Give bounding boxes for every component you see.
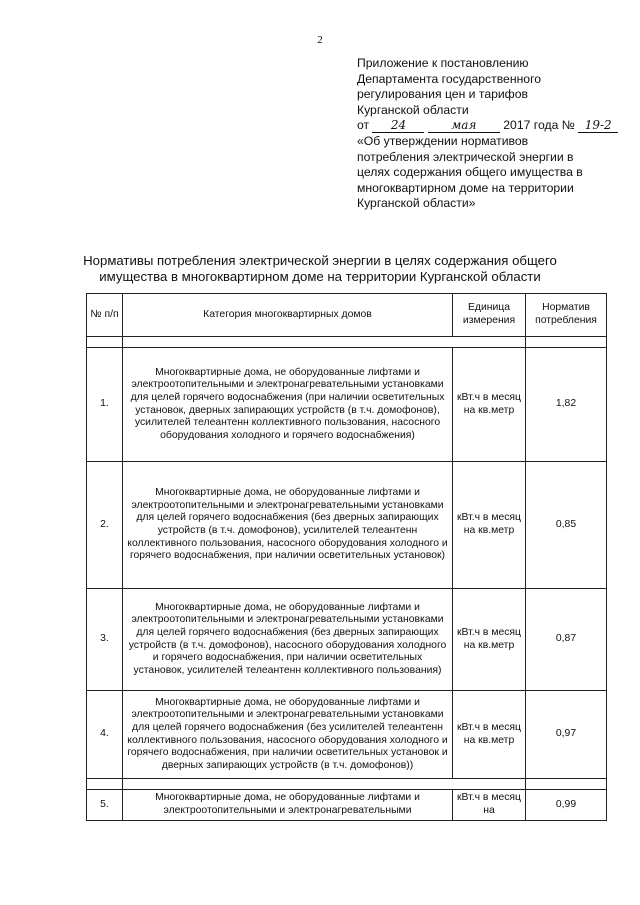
date-year: 2017 года № [503,118,575,133]
table-gap [87,779,607,790]
date-prefix: от [357,118,370,133]
table-row [87,589,607,691]
row-category: Многоквартирные дома, не оборудованные лифтами и электроотопительными и электронагревательными установками для целей горячего водоснабжения (при наличии осветительных установок, дверных запирающих устройств (в т.ч. домофонов), усилителей телеантенн коллективного пользования, насосного оборудования холодного и горячего водоснабжения) [123,348,453,462]
row-number: 2. [87,462,123,589]
row-number: 3. [87,589,123,691]
handwritten-month: мая [428,119,500,133]
appendix-line: Приложение к постановлению [357,56,529,70]
row-category: Многоквартирные дома, не оборудованные лифтами и электроотопительными и электронагревательными установками для целей горячего водоснабжения (без дверных запирающих устройств (в т.ч. домофонов), насосного оборудования холодного и горячего водоснабжения, при наличии осветительных установок, усилителей телеантенн коллективного пользования) [123,589,453,691]
appendix-title-line: «Об утверждении нормативов [357,133,529,148]
appendix-block [357,56,627,212]
header-unit: Единица измерения [453,294,526,337]
row-norm: 0,85 [526,462,607,589]
row-norm: 0,87 [526,589,607,691]
appendix-title-line: Курганской области» [357,196,476,211]
norms-table [86,293,607,821]
table-gap [87,337,607,348]
appendix-title-line: многоквартирном доме на территории [357,180,574,195]
handwritten-day: 24 [372,119,424,133]
appendix-date-line [357,118,627,134]
header-number: № п/п [87,294,123,337]
appendix-title-line: потребления электрической энергии в [357,149,574,164]
header-norm: Норматив потребления [526,294,607,337]
document-title-line: Нормативы потребления электрической энергии в целях содержания общего [83,253,557,268]
row-norm: 1,82 [526,348,607,462]
row-category: Многоквартирные дома, не оборудованные лифтами и электроотопительными и электронагревательными установками для целей горячего водоснабжения (без дверных запирающих устройств (в т.ч. домофонов), усилителей телеантенн коллективного пользования, насосного оборудования холодного и горячего водоснабжения, при наличии осветительных установок) [123,462,453,589]
row-norm: 0,99 [526,790,607,821]
header-category: Категория многоквартирных домов [123,294,453,337]
row-category: Многоквартирные дома, не оборудованные лифтами и электроотопительными и электронагревательными установками для целей горячего водоснабжения (без усилителей телеантенн коллективного пользования, насосного оборудования холодного и горячего водоснабжения, при наличии осветительных установок и дверных запирающих устройств (в т.ч. домофонов)) [123,691,453,779]
row-unit: кВт.ч в месяц на кв.метр [453,589,526,691]
document-title-line: имущества в многоквартирном доме на территории Курганской области [99,269,541,284]
handwritten-number: 19-2 [578,119,618,133]
table-header-row [87,294,607,337]
row-unit: кВт.ч в месяц на кв.метр [453,462,526,589]
appendix-line: регулирования цен и тарифов [357,87,528,102]
table-row [87,462,607,589]
appendix-line: Департамента государственного [357,71,542,86]
document-title [80,253,560,285]
row-category: Многоквартирные дома, не оборудованные лифтами и электроотопительными и электронагревательными [123,790,453,821]
row-number: 5. [87,790,123,821]
table-row [87,790,607,821]
row-unit: кВт.ч в месяц на кв.метр [453,691,526,779]
row-unit: кВт.ч в месяц на кв.метр [453,348,526,462]
page-number: 2 [317,34,323,46]
row-number: 1. [87,348,123,462]
row-norm: 0,97 [526,691,607,779]
appendix-title-line: целях содержания общего имущества в [357,165,583,180]
row-number: 4. [87,691,123,779]
appendix-line: Курганской области [357,102,469,117]
table-row [87,691,607,779]
table-row [87,348,607,462]
row-unit: кВт.ч в месяц на [453,790,526,821]
